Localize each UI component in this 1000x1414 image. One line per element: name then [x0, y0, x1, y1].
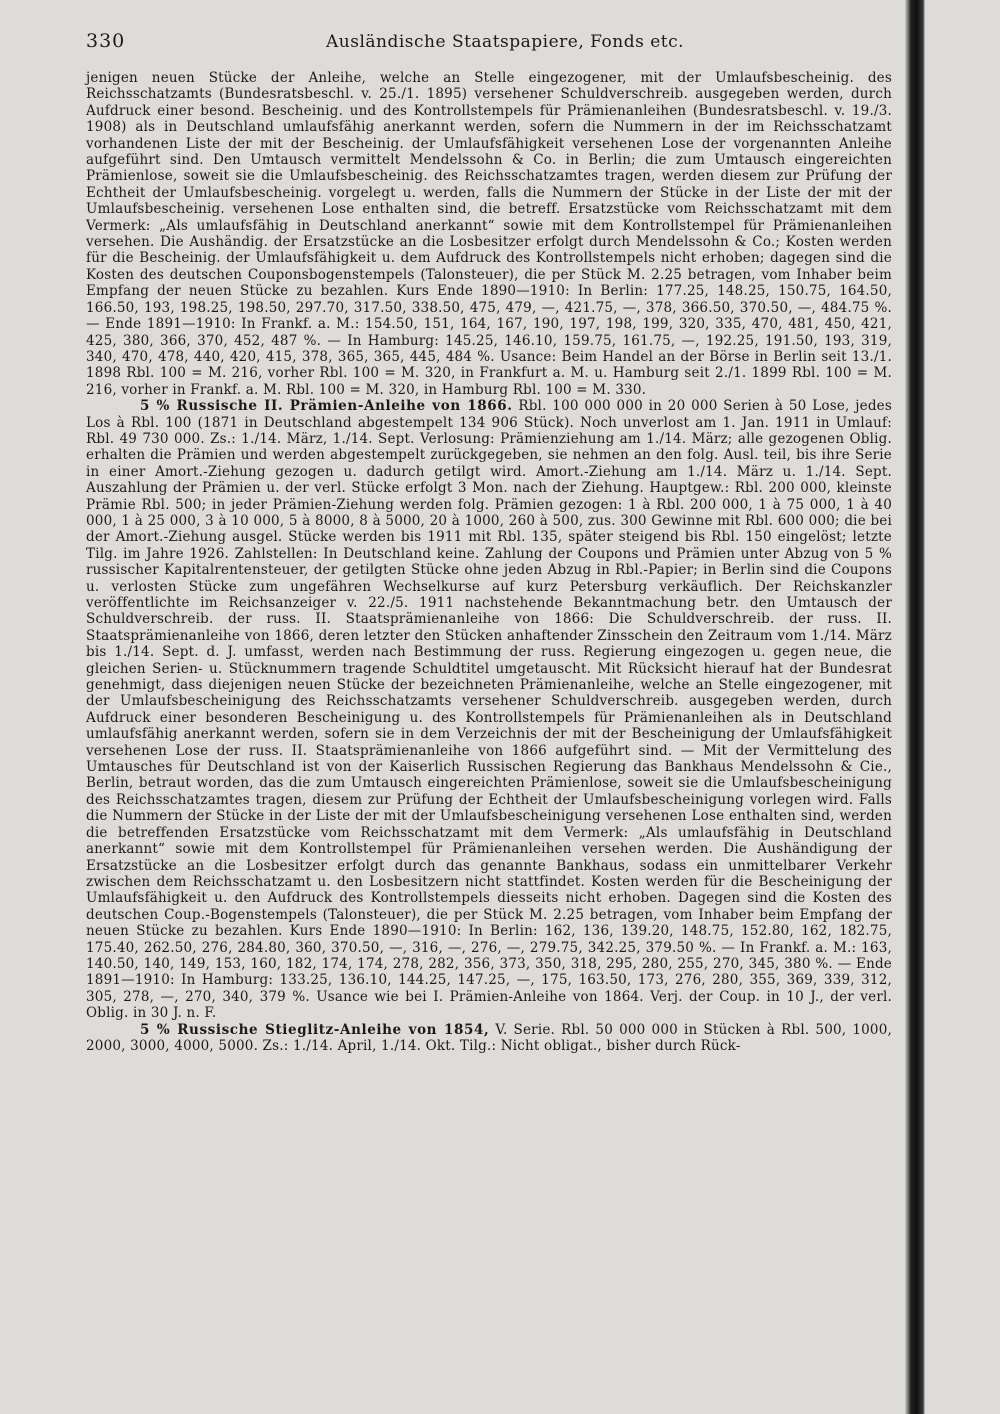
entry-body: V. Serie. Rbl. 50 000 000 in Stücken à Rbl. 500, 1000, 2000, 3000, 4000, 5000. Zs.: 1./14. April, 1./14. Okt. Tilg.: Nicht obligat., bisher durch Rück-: [86, 1021, 893, 1054]
page-header: [86, 30, 892, 58]
running-title: Ausländische Staatspapiere, Fonds etc.: [326, 32, 685, 52]
entry-russische-ii-praemien-anleihe: [86, 398, 892, 1021]
entry-heading: 5 % Russische II. Prämien-Anleihe von 1866.: [140, 398, 513, 415]
page-binding-gutter: [905, 0, 925, 1414]
main-column: [86, 70, 892, 1054]
entry-body: Rbl. 100 000 000 in 20 000 Serien à 50 Lose, jedes Los à Rbl. 100 (1871 in Deutschland abgestempelt 134 906 Stück). Noch unverlost am 1. Jan. 1911 in Umlauf: Rbl. 49 730 000. Zs.: 1./14. März, 1./14. Sept. Verlosung: Prämienziehung am 1./14. März; alle gezogenen Oblig. erhalten die Prämien und werden abgestempelt zurückgegeben, sie nehmen an den folg. Ausl. teil, bis ihre Serie in einer Amort.-Ziehung gezogen u. dadurch getilgt wird. Amort.-Ziehung am 1./14. März u. 1./14. Sept. Auszahlung der Prämien u. der verl. Stücke erfolgt 3 Mon. nach der Ziehung. Hauptgew.: Rbl. 200 000, kleinste Prämie Rbl. 500; in jeder Prämien-Ziehung werden folg. Prämien gezogen: 1 à Rbl. 200 000, 1 à 75 000, 1 à 40 000, 1 à 25 000, 3 à 10 000, 5 à 8000, 8 à 5000, 20 à 1000, 260 à 500, zus. 300 Gewinne mit Rbl. 600 000; die bei der Amort.-Ziehung ausgel. Stücke werden bis 1911 mit Rbl. 135, später steigend bis Rbl. 150 eingelöst; letzte Tilg. im Jahre 1926. Zahlstellen: In Deutschland keine. Zahlung der Coupons und Prämien unter Abzug von 5 % russischer Kapitalrentensteuer, der getilgten Stücke ohne jeden Abzug in Rbl.-Papier; in Berlin sind die Coupons u. verlosten Stücke zum ungefähren Wechselkurse auf kurz Petersburg verkäuflich. Der Reichskanzler veröffentlichte im Reichsanzeiger v. 22./5. 1911 nachstehende Bekanntmachung betr. den Umtausch der Schuldverschreib. der russ. II. Staatsprämienanleihe von 1866: Die Schuldverschreib. der russ. II. Staatsprämienanleihe von 1866, deren letzter den Stücken anhaftender Zinsschein den Zeitraum vom 1./14. März bis 1./14. Sept. d. J. umfasst, werden nach Bestimmung der russ. Regierung eingezogen u. gegen neue, die gleichen Serien- u. Stücknummern tragende Schuldtitel umgetauscht. Mit Rücksicht hierauf hat der Bundesrat genehmigt, dass diejenigen neuen Stücke der bezeichneten Prämienanleihe, welche an Stelle eingezogener, mit der Umlaufsbescheinigung des Reichsschatzamts versehener Schuldverschreib. ausgegeben werden, durch Aufdruck einer besonderen Bescheinigung u. des Kontrollstempels für Prämienanleihen als in Deutschland umlaufsfähig anerkannt werden, sofern sie in dem Verzeichnis der mit der Bescheinigung der Umlaufsfähigkeit versehenen Lose der russ. II. Staatsprämienanleihe von 1866 aufgeführt sind. — Mit der Vermittelung des Umtausches für Deutschland ist von der Kaiserlich Russischen Regierung das Bankhaus Mendelssohn & Cie., Berlin, betraut worden, das die zum Umtausch eingereichten Prämienlose, soweit sie die Umlaufsbescheinigung des Reichsschatzamtes tragen, diesem zur Prüfung der Echtheit der Umlaufsbescheinigung vorlegen wird. Falls die Nummern der Stücke in der Liste der mit der Umlaufsbescheinigung versehenen Lose enthalten sind, werden die betreffenden Ersatzstücke vom Reichsschatzamt mit dem Vermerk: „Als umlaufsfähig in Deutschland anerkannt“ sowie mit dem Kontrollstempel für Prämienanleihen versehen werden. Die Aushändigung der Ersatzstücke an die Losbesitzer erfolgt durch das genannte Bankhaus, sodass ein unmittelbarer Verkehr zwischen dem Reichsschatzamt u. den Losbesitzern nicht stattfindet. Kosten werden für die Bescheinigung der Umlaufsfähigkeit u. den Aufdruck des Kontrollstempels diesseits nicht erhoben. Dagegen sind die Kosten des deutschen Coup.-Bogenstempels (Talonsteuer), die per Stück M. 2.25 betragen, vom Inhaber beim Empfang der neuen Stücke zu bezahlen. Kurs Ende 1890—1910: In Berlin: 162, 136, 139.20, 148.75, 152.80, 162, 182.75, 175.40, 262.50, 276, 284.80, 360, 370.50, —, 316, —, 276, —, 279.75, 342.25, 379.50 %. — In Frankf. a. M.: 163, 140.50, 140, 149, 153, 160, 182, 174, 174, 278, 282, 356, 373, 350, 318, 295, 280, 255, 270, 345, 380 %. — Ende 1891—1910: In Hamburg: 133.25, 136.10, 144.25, 147.25, —, 175, 163.50, 173, 276, 280, 355, 369, 339, 312, 305, 278, —, 270, 340, 379 %. Usance wie bei I. Prämien-Anleihe von 1864. Verj. der Coup. in 10 J., der verl. Oblig. in 30 J. n. F.: [86, 398, 892, 1022]
paragraph-continuation: jenigen neuen Stücke der Anleihe, welche an Stelle eingezogener, mit der Umlaufsbescheinig. des Reichsschatzamts (Bundesratsbeschl. v. 25./1. 1895) versehener Schuldverschreib. ausgegeben werden, durch Aufdruck einer besond. Bescheinig. und des Kontrollstempels für Prämienanleihen (Bundesratsbeschl. v. 19./3. 1908) als in Deutschland umlaufsfähig anerkannt werden, sofern die Nummern in der im Reichsschatzamt vorhandenen Liste der mit der Bescheinig. der Umlaufsfähigkeit versehenen Lose der vorgenannten Anleihe aufgeführt sind. Den Umtausch vermittelt Mendelssohn & Co. in Berlin; die zum Umtausch eingereichten Prämienlose, soweit sie die Umlaufsbescheinig. des Reichsschatzamtes tragen, werden diesem zur Prüfung der Echtheit der Umlaufsbescheinig. vorgelegt u. werden, falls die Nummern der Stücke in der Liste der mit der Umlaufsbescheinig. versehenen Lose enthalten sind, die betreff. Ersatzstücke vom Reichsschatzamt mit dem Vermerk: „Als umlaufsfähig in Deutschland anerkannt“ sowie mit dem Kontrollstempel für Prämienanleihen versehen. Die Aushändig. der Ersatzstücke an die Losbesitzer erfolgt durch Mendelssohn & Co.; Kosten werden für die Bescheinig. der Umlaufsfähigkeit u. dem Aufdruck des Kontrollstempels nicht erhoben; dagegen sind die Kosten des deutschen Couponsbogenstempels (Talonsteuer), die per Stück M. 2.25 betragen, vom Inhaber beim Empfang der neuen Stücke zu bezahlen. Kurs Ende 1890—1910: In Berlin: 177.25, 148.25, 150.75, 164.50, 166.50, 193, 198.25, 198.50, 297.70, 317.50, 338.50, 475, 479, —, 421.75, —, 378, 366.50, 370.50, —, 484.75 %. — Ende 1891—1910: In Frankf. a. M.: 154.50, 151, 164, 167, 190, 197, 198, 199, 320, 335, 470, 481, 450, 421, 425, 380, 366, 370, 452, 487 %. — In Hamburg: 145.25, 146.10, 159.75, 161.75, —, 192.25, 191.50, 193, 319, 340, 470, 478, 440, 420, 415, 378, 365, 365, 445, 484 %. Usance: Beim Handel an der Börse in Berlin seit 13./1. 1898 Rbl. 100 = M. 216, vorher Rbl. 100 = M. 320, in Frankfurt a. M. u. Hamburg seit 2./1. 1899 Rbl. 100 = M. 216, vorher in Frankf. a. M. Rbl. 100 = M. 320, in Hamburg Rbl. 100 = M. 330.: [86, 70, 892, 398]
entry-heading: 5 % Russische Stieglitz-Anleihe von 1854,: [140, 1021, 490, 1038]
page-number: 330: [86, 30, 126, 52]
entry-russische-stieglitz-anleihe: [86, 1022, 892, 1055]
